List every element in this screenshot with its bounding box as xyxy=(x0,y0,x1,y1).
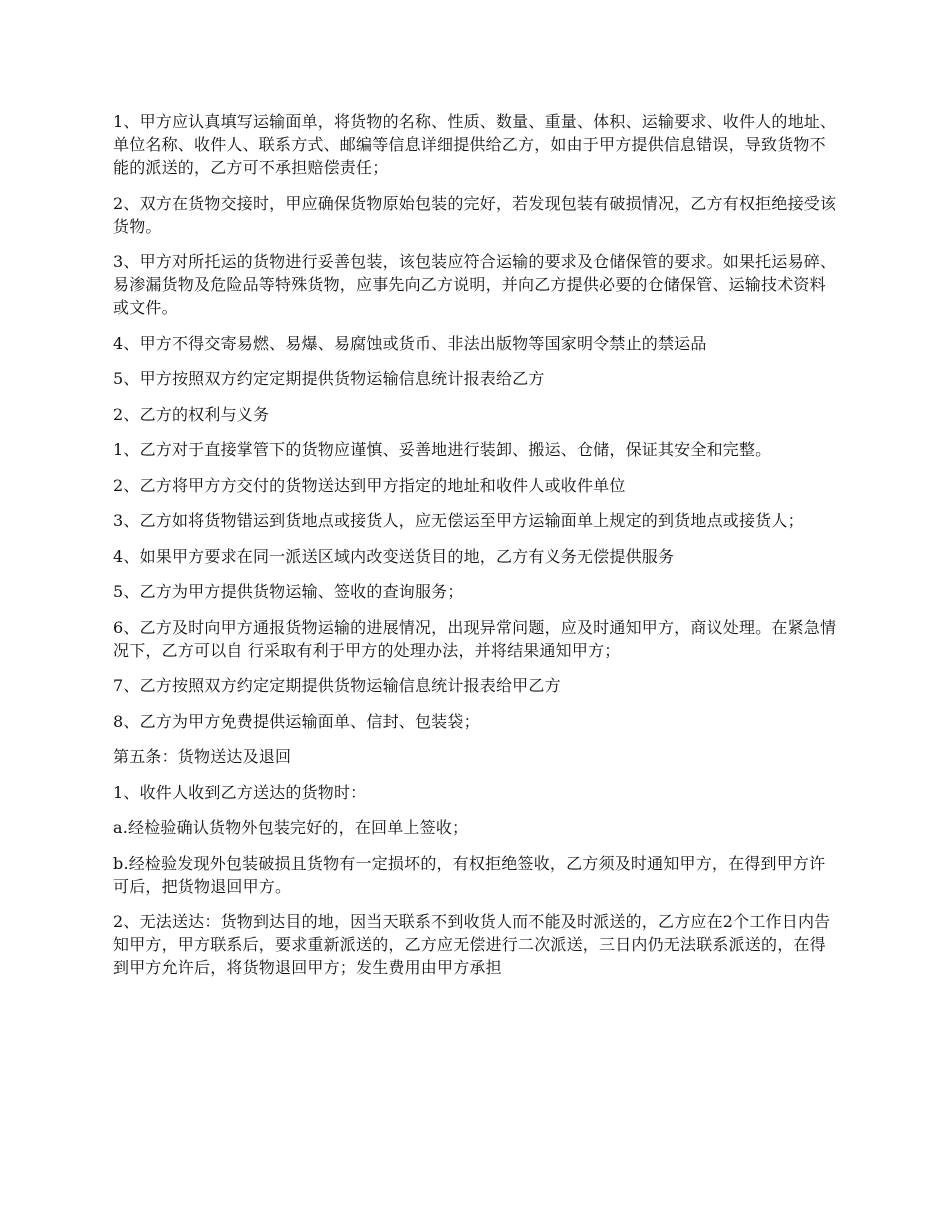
paragraph: 2、乙方将甲方方交付的货物送达到甲方指定的地址和收件人或收件单位 xyxy=(113,475,626,495)
paragraph: 4、甲方不得交寄易燃、易爆、易腐蚀或货币、非法出版物等国家明令禁止的禁运品 xyxy=(113,333,707,353)
paragraph: 1、甲方应认真填写运输面单，将货物的名称、性质、数量、重量、体积、运输要求、收件人的地址、单位名称、收件人、联系方式、邮编等信息详细提供给乙方，如由于甲方提供信息错误，导致货物不能的派送的，乙方可不承担赔偿责任； xyxy=(113,112,837,177)
paragraph: 1、收件人收到乙方送达的货物时： xyxy=(113,782,367,802)
paragraph: 5、乙方为甲方提供货物运输、签收的查询服务； xyxy=(113,582,464,601)
paragraph: 1、乙方对于直接掌管下的货物应谨慎、妥善地进行装卸、搬运、仓储，保证其安全和完整。 xyxy=(113,440,772,459)
paragraph: a.经检验确认货物外包装完好的，在回单上签收； xyxy=(113,818,469,837)
document-body xyxy=(113,110,840,992)
paragraph: b.经检验发现外包装破损且货物有一定损坏的，有权拒绝签收，乙方须及时通知甲方，在得到甲方许可后，把货物退回甲方。 xyxy=(113,853,826,896)
paragraph: 3、乙方如将货物错运到货地点或接货人，应无偿运至甲方运输面单上规定的到货地点或接货人； xyxy=(113,511,804,530)
paragraph: 4、如果甲方要求在同一派送区域内改变送货目的地，乙方有义务无偿提供服务 xyxy=(113,546,675,566)
paragraph: 6、乙方及时向甲方通报货物运输的进展情况，出现异常问题，应及时通知甲方，商议处理。在紧急情况下，乙方可以自 行采取有利于甲方的处理办法，并将结果通知甲方； xyxy=(113,617,837,660)
section-heading: 第五条：货物送达及退回 xyxy=(113,747,292,766)
paragraph: 3、甲方对所托运的货物进行妥善包装，该包装应符合运输的要求及仓储保管的要求。如果托运易碎、易渗漏货物及危险品等特殊货物，应事先向乙方说明，并向乙方提供必要的仓储保管、运输技术资料或文件。 xyxy=(113,252,837,317)
paragraph: 2、无法送达：货物到达目的地，因当天联系不到收货人而不能及时派送的，乙方应在2个工作日内告知甲方，甲方联系后，要求重新派送的，乙方应无偿进行二次派送，三日内仍无法联系派送的，在得到甲方允许后，将货物退回甲方；发生费用由甲方承担 xyxy=(113,912,831,977)
section-heading: 2、乙方的权利与义务 xyxy=(113,404,270,424)
paragraph: 5、甲方按照双方约定定期提供货物运输信息统计报表给乙方 xyxy=(113,369,545,388)
paragraph: 8、乙方为甲方免费提供运输面单、信封、包装袋； xyxy=(113,711,480,731)
paragraph: 7、乙方按照双方约定定期提供货物运输信息统计报表给甲乙方 xyxy=(113,676,561,695)
paragraph: 2、双方在货物交接时，甲应确保货物原始包装的完好，若发现包装有破损情况，乙方有权拒绝接受该货物。 xyxy=(113,193,837,236)
